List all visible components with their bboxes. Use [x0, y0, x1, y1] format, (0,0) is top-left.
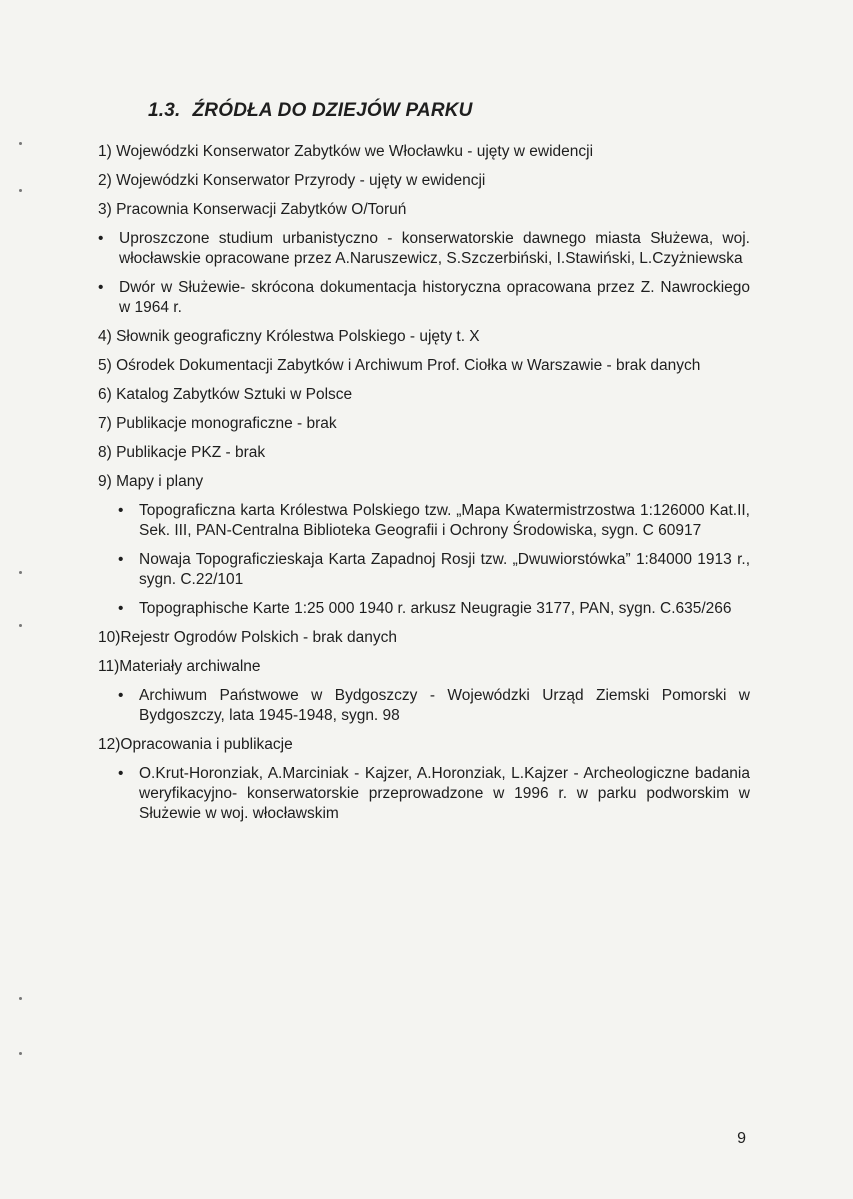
section-heading — [148, 100, 473, 122]
scan-mark — [19, 142, 22, 145]
section-title: ŹRÓDŁA DO DZIEJÓW PARKU — [192, 100, 473, 121]
list-item: 4) Słownik geograficzny Królestwa Polskiego - ujęty t. X — [98, 328, 480, 345]
list-item: 7) Publikacje monograficzne - brak — [98, 415, 337, 432]
bullet-item: • O.Krut-Horonziak, A.Marciniak - Kajzer, A.Horonziak, L.Kajzer - Archeologiczne badania weryfikacyjno- konserwatorskie przeprowadzone w 1996 r. w parku podworskim w Służewie w woj. włocławskim — [118, 764, 750, 824]
bullet-item: • Dwór w Służewie- skrócona dokumentacja historyczna opracowana przez Z. Nawrockiego w 1964 r. — [98, 278, 750, 318]
scan-mark — [19, 571, 22, 574]
sources-list — [98, 142, 750, 833]
scan-mark — [19, 1052, 22, 1055]
list-item: 12)Opracowania i publikacje — [98, 736, 293, 753]
bullet-item: • Topograficzna karta Królestwa Polskiego tzw. „Mapa Kwatermistrzostwa 1:126000 Kat.II, Sek. III, PAN-Centralna Biblioteka Geografii i Ochrony Środowiska, sygn. C 60917 — [118, 501, 750, 541]
section-number: 1.3. — [148, 100, 181, 121]
list-item: 8) Publikacje PKZ - brak — [98, 444, 266, 461]
list-item: 11)Materiały archiwalne — [98, 658, 261, 675]
list-item: 1) Wojewódzki Konserwator Zabytków we Włocławku - ujęty w ewidencji — [98, 143, 594, 160]
scan-mark — [19, 624, 22, 627]
scan-mark — [19, 997, 22, 1000]
bullet-item: • Uproszczone studium urbanistyczno - konserwatorskie dawnego miasta Służewa, woj. włocławskie opracowane przez A.Naruszewicz, S.Szczerbiński, I.Stawiński, L.Czyżniewska — [98, 229, 750, 269]
list-item: 6) Katalog Zabytków Sztuki w Polsce — [98, 386, 353, 403]
bullet-item: • Archiwum Państwowe w Bydgoszczy - Wojewódzki Urząd Ziemski Pomorski w Bydgoszczy, lata 1945-1948, sygn. 98 — [118, 686, 750, 726]
bullet-item: • Topographische Karte 1:25 000 1940 r. arkusz Neugragie 3177, PAN, sygn. C.635/266 — [118, 599, 750, 619]
bullet-item: • Nowaja Topograficzieskaja Karta Zapadnoj Rosji tzw. „Dwuwiorstówka” 1:84000 1913 r., sygn. C.22/101 — [118, 550, 750, 590]
list-item: 10)Rejestr Ogrodów Polskich - brak danych — [98, 629, 397, 646]
list-item: 2) Wojewódzki Konserwator Przyrody - ujęty w ewidencji — [98, 172, 486, 189]
page-number: 9 — [737, 1130, 746, 1147]
scan-mark — [19, 189, 22, 192]
list-item: 9) Mapy i plany — [98, 473, 204, 490]
list-item: 5) Ośrodek Dokumentacji Zabytków i Archiwum Prof. Ciołka w Warszawie - brak danych — [98, 357, 701, 374]
list-item: 3) Pracownia Konserwacji Zabytków O/Toruń — [98, 201, 407, 218]
